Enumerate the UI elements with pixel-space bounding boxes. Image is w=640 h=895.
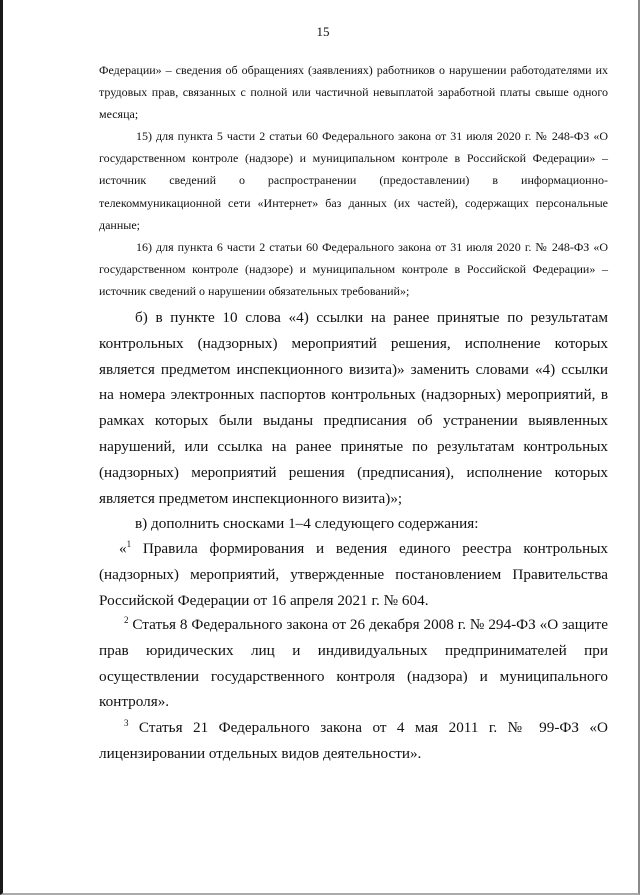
paragraph-text: 16) для пункта 6 части 2 статьи 60 Федерального закона от 31 июля 2020 г. № 248-ФЗ «О государственном контроле (надзоре) и муниципальном контроле в Российской Федерации» – источник сведений о нарушении обязательных требований»; [99, 240, 608, 299]
paragraph-continuation [99, 59, 608, 126]
paragraph-text: б) в пункте 10 слова «4) ссылки на ранее принятые по результатам контрольных (надзорных) мероприятий решения, исполнение которых является предметом инспекционного визита)» заменить словами «4) ссылки на номера электронных паспортов контрольных (надзорных) мероприятий, в рамках которых были выданы предписания об устранении выявленных нарушений, или ссылка на ранее принятые по результатам контрольных (надзорных) мероприятий решения (предписания), исполнение которых является предметом инспекционного визита)»; [99, 309, 608, 507]
footnote-marker: 1 [126, 538, 132, 549]
footnote-2 [99, 612, 608, 715]
paragraph-text: Правила формирования и ведения единого реестра контрольных (надзорных) мероприятий, утвержденные постановлением Правительства Российской Федерации от 16 апреля 2021 г. № 604. [99, 540, 608, 609]
footnote-marker: 3 [124, 717, 129, 728]
paragraph-text: 15) для пункта 5 части 2 статьи 60 Федерального закона от 31 июля 2020 г. № 248-ФЗ «О государственном контроле (надзоре) и муниципальном контроле в Российской Федерации» – источник сведений о распространении (предоставлении) в информационно-телекоммуникационной сети «Интернет» баз данных (их частей), содержащих персональные данные; [99, 129, 608, 232]
paragraph-b [99, 305, 608, 511]
paragraph-text: Статья 8 Федерального закона от 26 декабря 2008 г. № 294-ФЗ «О защите прав юридических лиц и индивидуальных предпринимателей при осуществлении государственного контроля (надзора) и муниципального контроля». [99, 616, 608, 711]
footnote-marker: 2 [124, 614, 129, 625]
quote-open: « [119, 540, 127, 557]
paragraph-text: Федерации» – сведения об обращениях (заявлениях) работников о нарушении работодателями их трудовых прав, связанных с полной или частичной невыплатой заработной платы свыше одного месяца; [99, 63, 608, 122]
paragraph-text: Статья 21 Федерального закона от 4 мая 2011 г. № 99-ФЗ «О лицензировании отдельных видов деятельности». [99, 719, 608, 762]
paragraph-item-15 [99, 125, 608, 236]
page-number: 15 [316, 24, 330, 39]
paragraph-text: в) дополнить сносками 1–4 следующего содержания: [135, 515, 479, 532]
footnote-1 [99, 536, 608, 613]
paragraph-item-16 [99, 236, 608, 303]
paragraph-v [99, 511, 608, 537]
footnote-3 [99, 715, 608, 767]
